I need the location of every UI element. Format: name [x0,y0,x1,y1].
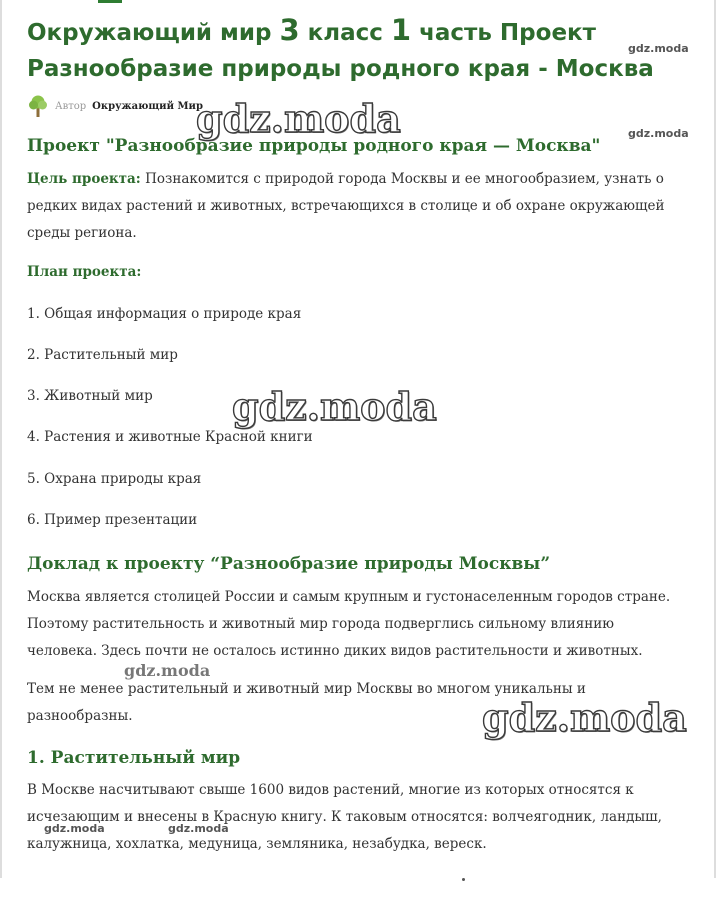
watermark: gdz.moda [168,822,229,835]
plan-label: План проекта: [27,264,142,280]
page-title [27,12,667,87]
goal-label: Цель проекта: [27,171,141,187]
watermark: gdz.moda [628,127,689,140]
title-part2: класс [299,20,391,46]
title-part3: часть Проект [411,20,596,46]
title-line2: Разнообразие природы родного края - Москва [27,56,654,82]
top-accent-bar [98,0,122,3]
title-grade-number: 3 [279,13,300,47]
section-plants-paragraph: В Москве насчитывают свыше 1600 видов растений, многие из которых относятся к исчезающим и внесены в Красную книгу. К таковым относятся: волчеягодник, ландыш, калужница, хохлатка, медуница, земляника, незабудка, вереск. [27,782,662,852]
watermark: gdz.moda [196,96,401,141]
stray-dot [462,878,465,881]
plan-item: 3. Животный мир [27,388,153,404]
plan-item: 5. Охрана природы края [27,471,202,487]
title-part1: Окружающий мир [27,20,280,46]
author-label: Автор [55,100,87,112]
plan-item: 2. Растительный мир [27,347,178,363]
watermark: gdz.moda [44,822,105,835]
plan-item: 4. Растения и животные Красной книги [27,429,313,445]
watermark: gdz.moda [124,661,211,680]
title-part-number: 1 [390,13,412,47]
goal-paragraph [27,166,687,247]
plan-item: 1. Общая информация о природе края [27,306,302,322]
report-paragraph-2: Тем не менее растительный и животный мир Москвы во многом уникальны и разнообразны. [27,681,586,724]
report-heading: Доклад к проекту “Разнообразие природы Москвы” [27,554,551,574]
page-border-left [0,0,2,878]
project-heading: Проект "Разнообразие природы родного края — Москва" [27,136,601,156]
author-line [27,94,203,118]
watermark: gdz.moda [628,42,689,55]
goal-text: Познакомится с природой города Москвы и ее многообразием, узнать о редких видах растений и животных, встречающихся в столице и об охране окружающей среды региона. [27,171,665,241]
section-plants-heading: 1. Растительный мир [27,748,241,768]
author-link[interactable]: Окружающий Мир [92,100,203,112]
report-paragraph-1: Москва является столицей России и самым крупным и густонаселенным городов стране. Поэтому растительность и животный мир города подверглись сильному влиянию человека. Здесь почти не осталось истинно диких видов растительности и животных. [27,589,671,659]
watermark: gdz.moda [232,384,437,429]
watermark: gdz.moda [482,695,687,740]
plan-item: 6. Пример презентации [27,512,198,528]
tree-icon [27,94,49,118]
